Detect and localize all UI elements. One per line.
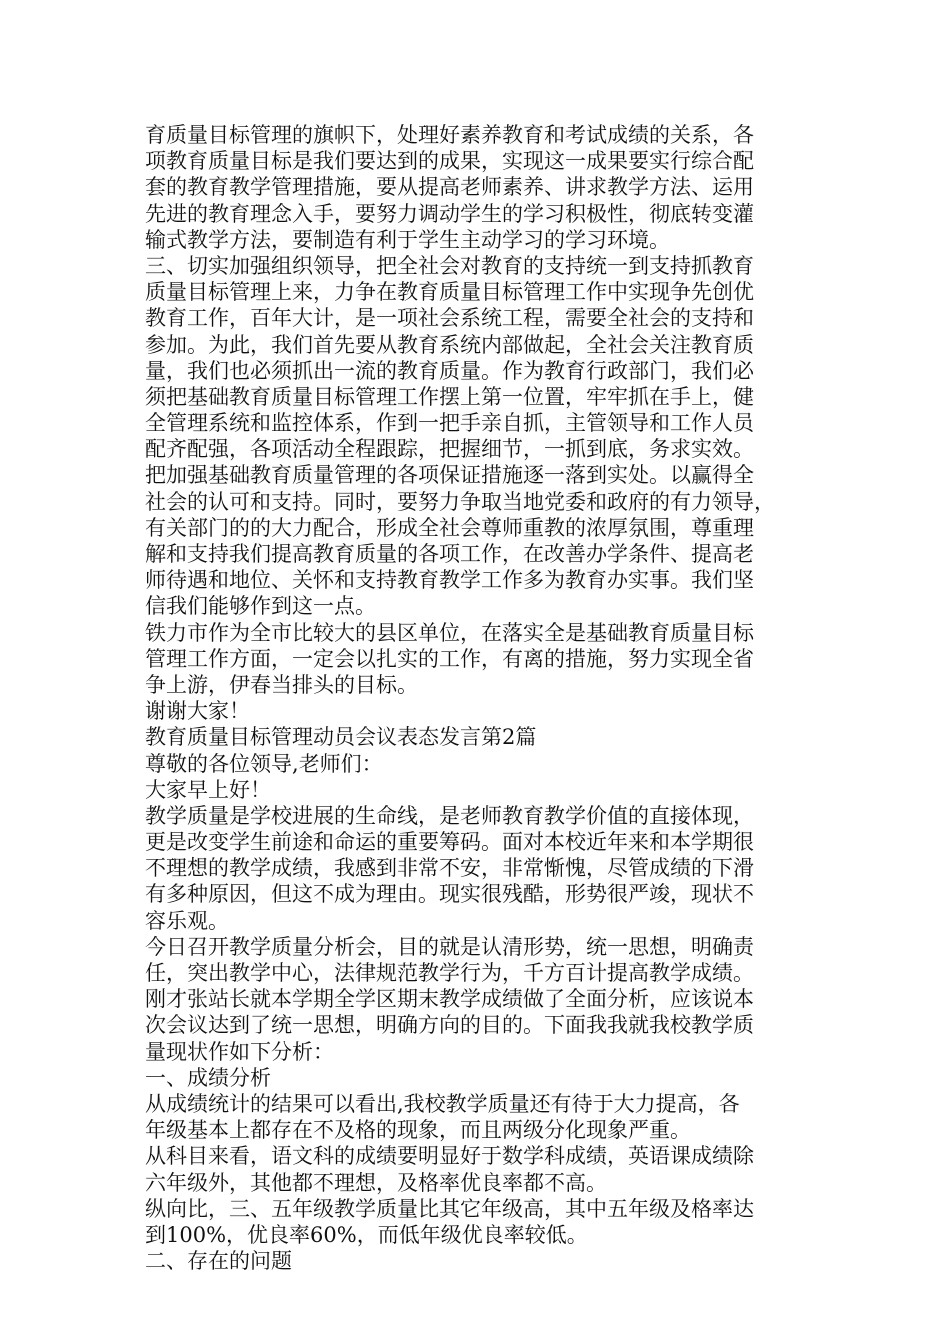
body-line: 信我们能够作到这一点。: [145, 594, 376, 619]
body-line: 今日召开教学质量分析会，目的就是认清形势，统一思想，明确责: [145, 934, 754, 959]
article-title: 教育质量目标管理动员会议表态发言第2篇: [145, 725, 537, 750]
body-line: 从科目来看，语文科的成绩要明显好于数学科成绩，英语课成绩除: [145, 1144, 754, 1169]
body-line: 纵向比，三、五年级教学质量比其它年级高，其中五年级及格率达: [145, 1196, 754, 1221]
body-line: 从成绩统计的结果可以看出,我校教学质量还有待于大力提高，各: [145, 1091, 740, 1116]
document-body: [145, 122, 815, 1274]
body-line: 六年级外，其他都不理想，及格率优良率都不高。: [145, 1170, 607, 1195]
body-line: 有多种原因，但这不成为理由。现实很残酷，形势很严竣，现状不: [145, 882, 754, 907]
body-line: 量，我们也必须抓出一流的教育质量。作为教育行政部门，我们必: [145, 358, 754, 383]
body-line: 任，突出教学中心，法律规范教学行为，千方百计提高教学成绩。: [145, 961, 754, 985]
body-line: 年级基本上都存在不及格的现象，而且两级分化现象严重。: [145, 1118, 691, 1143]
body-line: 管理工作方面，一定会以扎实的工作，有离的措施，努力实现全省: [145, 646, 754, 671]
body-line: 更是改变学生前途和命运的重要筹码。面对本校近年来和本学期很: [145, 830, 754, 855]
body-line: 有关部门的的大力配合，形成全社会尊师重教的浓厚氛围，尊重理: [145, 515, 754, 540]
body-line: 须把基础教育质量目标管理工作摆上第一位置，牢牢抓在手上，健: [145, 384, 754, 409]
body-line: 把加强基础教育质量管理的各项保证措施逐一落到实处。以赢得全: [145, 463, 754, 488]
body-line: 全管理系统和监控体系，作到一把手亲自抓，主管领导和工作人员: [145, 411, 754, 436]
body-line: 先进的教育理念入手，要努力调动学生的学习积极性，彻底转变灌: [145, 201, 754, 226]
body-line: 社会的认可和支持。同时，要努力争取当地党委和政府的有力领导，: [145, 489, 775, 514]
body-line: 解和支持我们提高教育质量的各项工作，在改善办学条件、提高老: [145, 542, 754, 566]
body-line: 次会议达到了统一思想，明确方向的目的。下面我我就我校教学质: [145, 1013, 754, 1038]
section-heading: 二、存在的问题: [145, 1249, 292, 1274]
body-line: 参加。为此，我们首先要从教育系统内部做起，全社会关注教育质: [145, 332, 754, 357]
body-line: 育质量目标管理的旗帜下，处理好素养教育和考试成绩的关系，各: [145, 123, 754, 147]
body-line: 容乐观。: [145, 908, 229, 933]
body-line: 争上游，伊春当排头的目标。: [145, 672, 418, 697]
body-line: 套的教育教学管理措施，要从提高老师素养、讲求教学方法、运用: [145, 175, 754, 200]
body-line: 铁力市作为全市比较大的县区单位，在落实全是基础教育质量目标: [145, 620, 754, 645]
body-line: 到100%，优良率60%，而低年级优良率较低。: [145, 1222, 588, 1247]
salutation: 尊敬的各位领导,老师们：: [145, 751, 383, 776]
body-line: 师待遇和地位、关怀和支持教育教学工作多为教育办实事。我们坚: [145, 568, 754, 593]
greeting: 大家早上好！: [145, 777, 271, 802]
body-line: 项教育质量目标是我们要达到的成果，实现这一成果要实行综合配: [145, 149, 754, 174]
body-line: 教育工作，百年大计，是一项社会系统工程，需要全社会的支持和: [145, 306, 754, 331]
section-heading: 一、成绩分析: [145, 1065, 271, 1090]
section-heading: 质量目标管理上来，力争在教育质量目标管理工作中实现争先创优: [145, 280, 754, 305]
body-line: 刚才张站长就本学期全学区期末教学成绩做了全面分析，应该说本: [145, 987, 754, 1012]
closing-line: 谢谢大家！: [145, 699, 250, 724]
body-line: 不理想的教学成绩，我感到非常不安，非常惭愧，尽管成绩的下滑: [145, 856, 754, 881]
body-line: 量现状作如下分析：: [145, 1039, 334, 1064]
section-heading: 三、切实加强组织领导，把全社会对教育的支持统一到支持抓教育: [145, 253, 754, 278]
body-line: 输式教学方法，要制造有利于学生主动学习的学习环境。: [145, 227, 670, 252]
body-line: 配齐配强，各项活动全程跟踪，把握细节，一抓到底，务求实效。: [145, 437, 754, 462]
body-line: 教学质量是学校进展的生命线，是老师教育教学价值的直接体现，: [145, 803, 754, 828]
